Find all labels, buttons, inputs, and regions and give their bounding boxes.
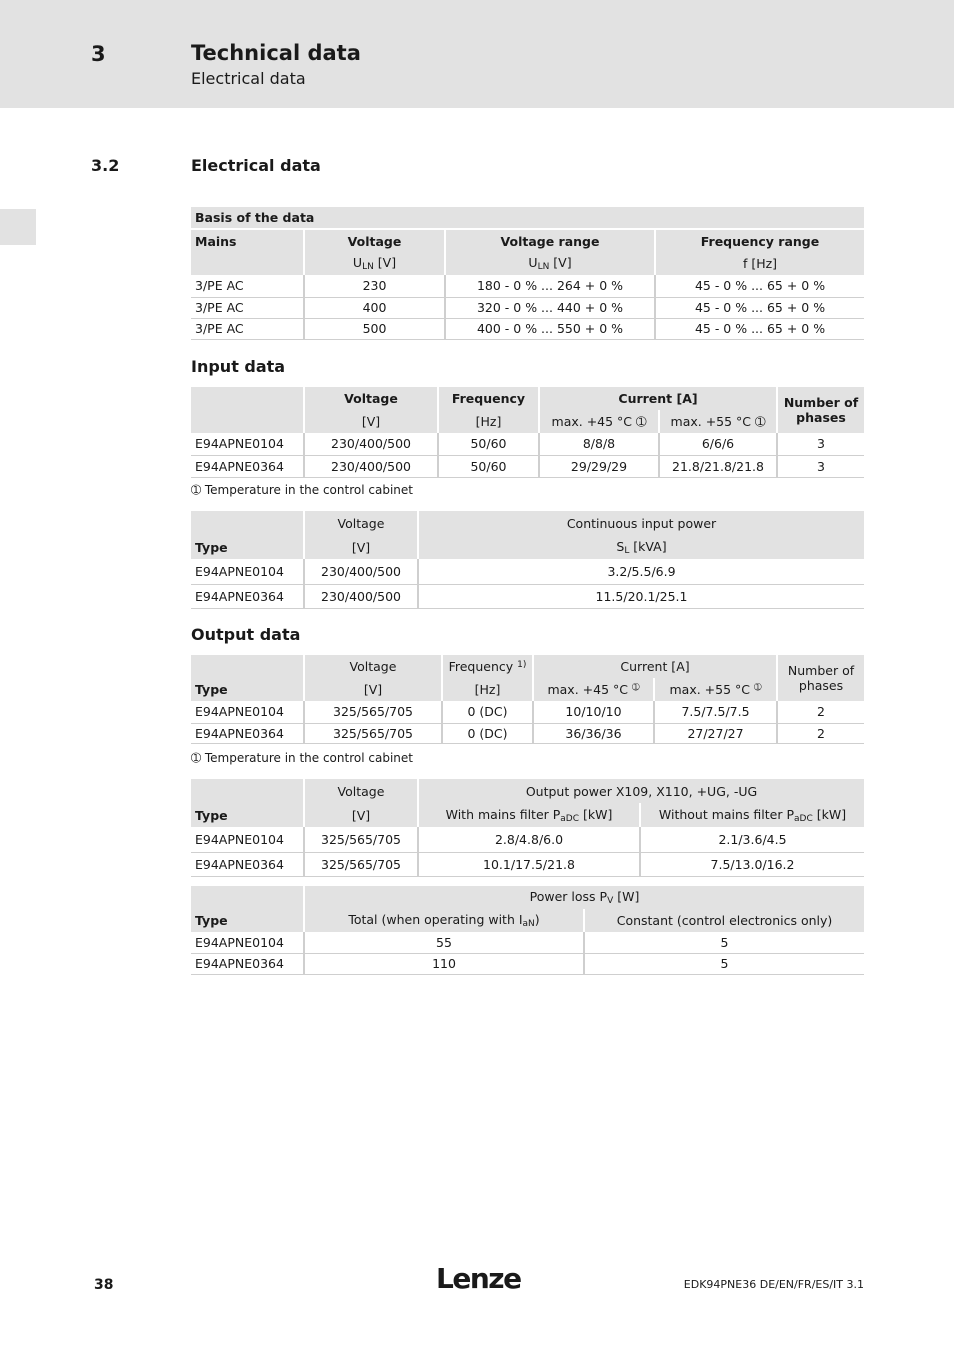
basis-h-frange: Frequency range <box>655 229 864 252</box>
basis-h-mains: Mains <box>191 229 304 252</box>
ipower-h-voltage-unit: [V] <box>304 535 418 559</box>
page-number: 38 <box>94 1277 114 1293</box>
output-h-voltage: Voltage <box>304 655 442 678</box>
input-h-voltage-unit: [V] <box>304 410 438 433</box>
ipower-h-power: Continuous input power <box>418 511 864 535</box>
basis-h-voltage-unit: $U_{LN}$ [V] <box>304 252 445 275</box>
ipower-h-power-unit: $S_L$ [kVA] <box>418 535 864 559</box>
ipower-h-voltage: Voltage <box>304 511 418 535</box>
table-row: E94APNE0104 325/565/705 2.8/4.8/6.0 2.1/3.6/4.5 <box>191 827 864 852</box>
output-footnote: ➀ Temperature in the control cabinet <box>191 751 413 765</box>
basis-h-frange-unit: f [Hz] <box>655 252 864 275</box>
output-h-voltage-unit: [V] <box>304 678 442 701</box>
output-h-phases: Number of phases <box>777 655 864 701</box>
input-h-max55: max. +55 °C ➀ <box>659 410 777 433</box>
lenze-logo: Lenze <box>436 1262 521 1295</box>
section-title: Electrical data <box>191 156 321 175</box>
output-power-table <box>191 779 864 877</box>
side-tab-marker <box>0 209 36 245</box>
opower-h-without: Without mains filter $P_{aDC}$ [kW] <box>640 803 864 827</box>
table-row: E94APNE0104 230/400/500 3.2/5.5/6.9 <box>191 559 864 584</box>
input-h-max45: max. +45 °C ➀ <box>539 410 659 433</box>
output-h-max45: max. +45 °C $^➀$ <box>533 678 654 701</box>
output-h-type: Type <box>191 678 304 701</box>
basis-h-vrange-unit: $U_{LN}$ [V] <box>445 252 655 275</box>
table-row: 3/PE AC 230 180 - 0 % ... 264 + 0 % 45 - 0 % ... 65 + 0 % <box>191 275 864 297</box>
table-row: E94APNE0364 325/565/705 0 (DC) 36/36/36 27/27/27 2 <box>191 723 864 743</box>
ipower-h-type: Type <box>191 535 304 559</box>
table-row: E94APNE0364 230/400/500 50/60 29/29/29 21.8/21.8/21.8 3 <box>191 455 864 477</box>
opower-h-voltage: Voltage <box>304 779 418 803</box>
basis-h-vrange: Voltage range <box>445 229 655 252</box>
section-number: 3.2 <box>91 156 120 175</box>
ploss-h-loss: Power loss $P_V$ [W] <box>304 886 864 909</box>
basis-h-voltage: Voltage <box>304 229 445 252</box>
input-h-current: Current [A] <box>539 387 777 410</box>
input-power-table <box>191 511 864 609</box>
table-row: 3/PE AC 500 400 - 0 % ... 550 + 0 % 45 - 0 % ... 65 + 0 % <box>191 318 864 339</box>
input-h-voltage: Voltage <box>304 387 438 410</box>
input-footnote: ➀ Temperature in the control cabinet <box>191 483 413 497</box>
chapter-subtitle: Electrical data <box>191 69 306 88</box>
opower-h-power: Output power X109, X110, +UG, -UG <box>418 779 864 803</box>
input-data-title: Input data <box>191 357 286 376</box>
output-h-max55: max. +55 °C $^➀$ <box>654 678 777 701</box>
input-h-frequency-unit: [Hz] <box>438 410 539 433</box>
table-row: E94APNE0364 230/400/500 11.5/20.1/25.1 <box>191 584 864 608</box>
table-row: 3/PE AC 400 320 - 0 % ... 440 + 0 % 45 - 0 % ... 65 + 0 % <box>191 297 864 318</box>
table-row: E94APNE0104 325/565/705 0 (DC) 10/10/10 7.5/7.5/7.5 2 <box>191 701 864 723</box>
input-table <box>191 387 864 478</box>
basis-table <box>191 207 864 340</box>
input-h-phases: Number of phases <box>777 387 864 433</box>
table-row: E94APNE0364 325/565/705 10.1/17.5/21.8 7.5/13.0/16.2 <box>191 852 864 876</box>
basis-caption: Basis of the data <box>191 207 864 229</box>
opower-h-voltage-unit: [V] <box>304 803 418 827</box>
output-data-title: Output data <box>191 625 301 644</box>
input-h-frequency: Frequency <box>438 387 539 410</box>
output-h-frequency-unit: [Hz] <box>442 678 533 701</box>
chapter-title: Technical data <box>191 41 361 65</box>
opower-h-type: Type <box>191 803 304 827</box>
output-h-frequency: Frequency $^{1)}$ <box>442 655 533 678</box>
table-row: E94APNE0104 55 5 <box>191 932 864 953</box>
power-loss-table <box>191 886 864 975</box>
document-reference: EDK94PNE36 DE/EN/FR/ES/IT 3.1 <box>683 1278 864 1291</box>
ploss-h-total: Total (when operating with $I_{aN}$) <box>304 909 584 932</box>
chapter-number: 3 <box>91 42 106 66</box>
output-table <box>191 655 864 744</box>
ploss-h-const: Constant (control electronics only) <box>584 909 864 932</box>
opower-h-with: With mains filter $P_{aDC}$ [kW] <box>418 803 640 827</box>
ploss-h-type: Type <box>191 909 304 932</box>
table-row: E94APNE0364 110 5 <box>191 953 864 974</box>
chapter-header <box>0 0 954 108</box>
table-row: E94APNE0104 230/400/500 50/60 8/8/8 6/6/6 3 <box>191 433 864 455</box>
output-h-current: Current [A] <box>533 655 777 678</box>
